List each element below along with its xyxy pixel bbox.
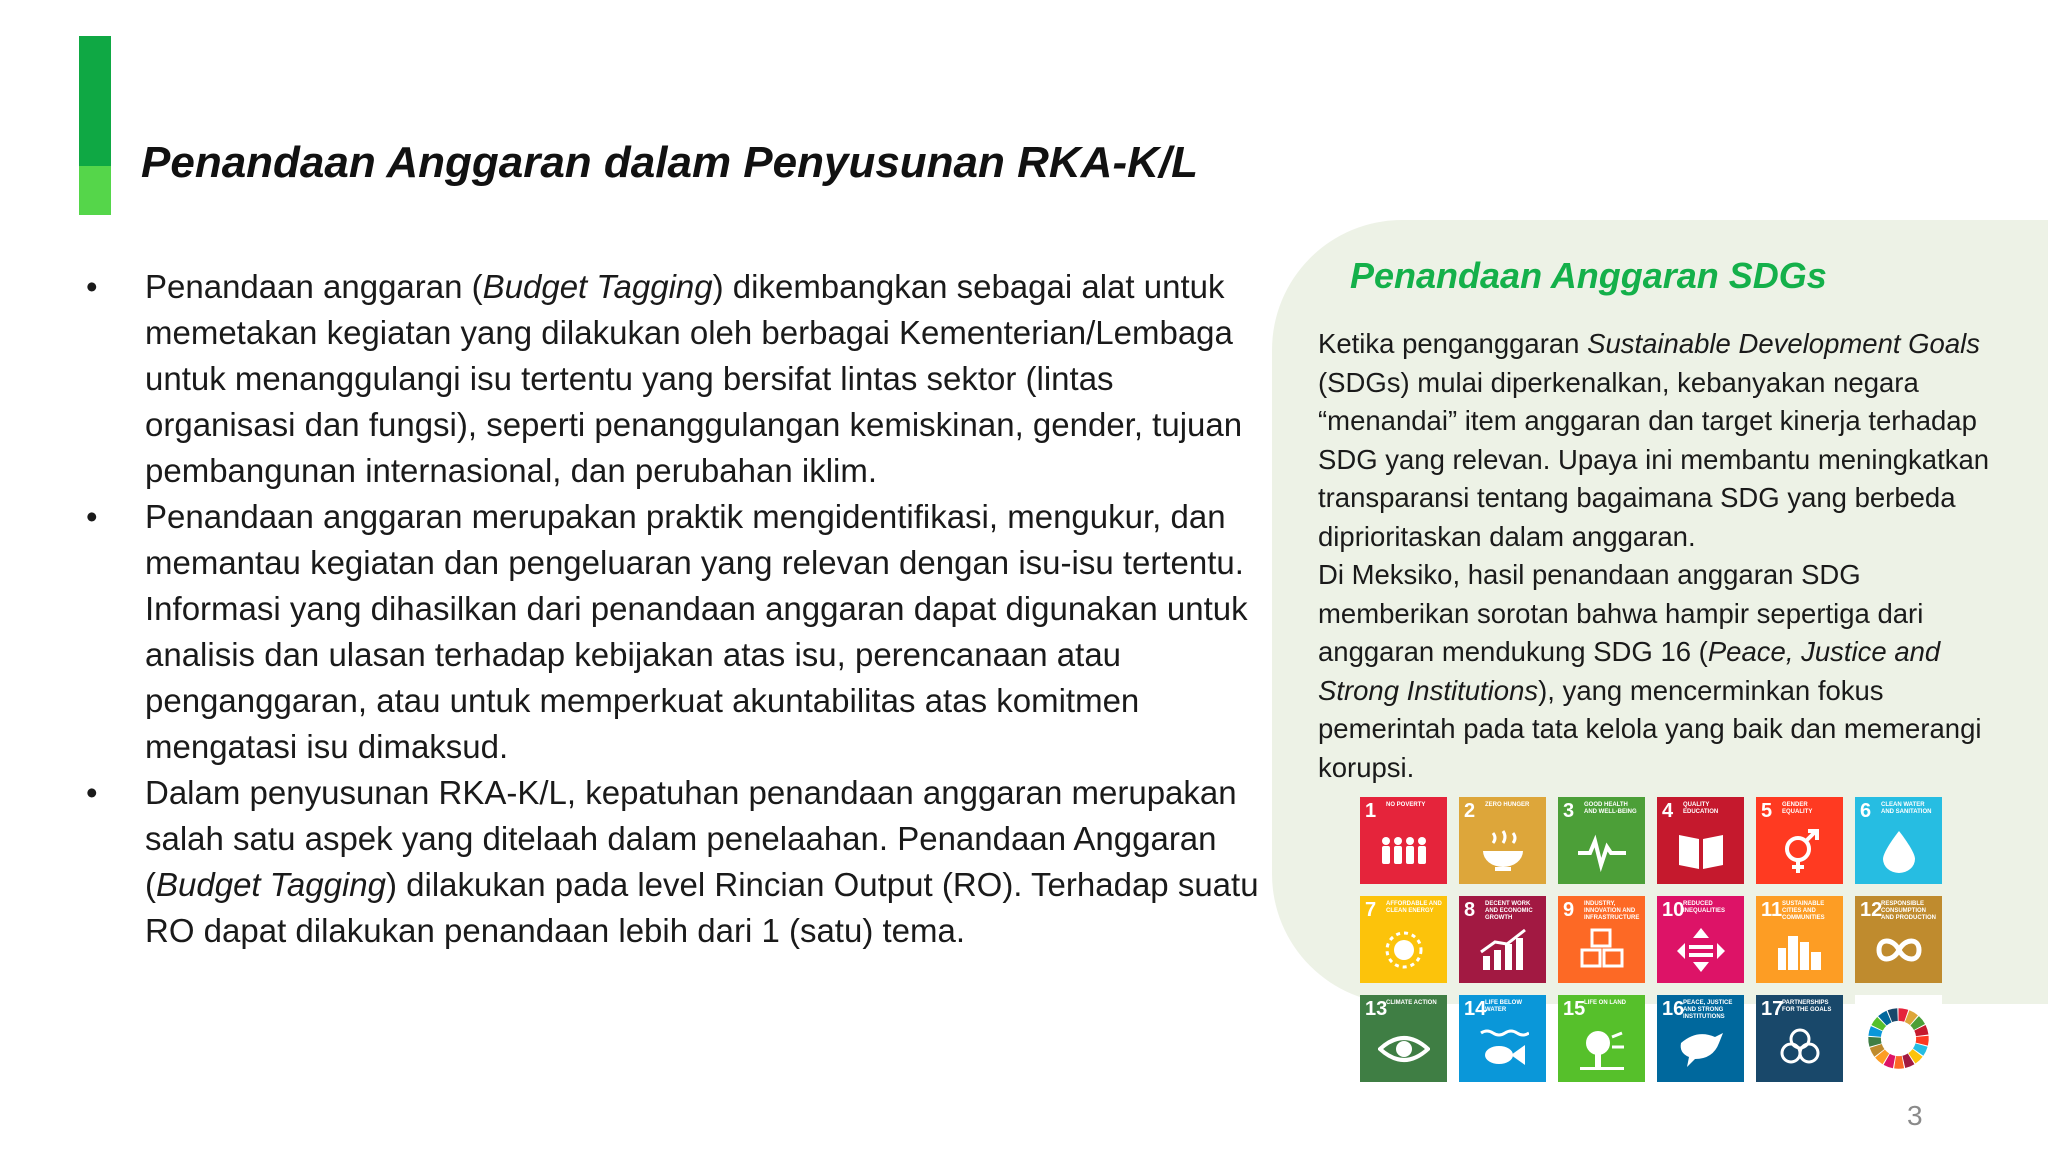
panel-text: Di Meksiko, hasil penandaan anggaran SDG memberikan sorotan bahwa hampir sepertiga dari anggaran mendukung SDG 16 ( [1318, 559, 1924, 667]
sdg-tile-6 [1855, 797, 1942, 884]
people-icon [1378, 827, 1430, 875]
fish-icon [1477, 1025, 1529, 1073]
bullet-text: Penandaan anggaran ( [145, 268, 483, 305]
bullet-marker: • [86, 268, 98, 305]
bullet-item [80, 770, 1260, 954]
sdg-tile-15 [1558, 995, 1645, 1082]
bullet-text: Dalam penyusunan RKA-K/L, kepatuhan penandaan anggaran merupakan salah satu aspek yang ditelaah dalam penelaahan. Penandaan Anggaran ( [145, 774, 1237, 903]
panel-text: ), yang mencerminkan fokus pemerintah pada tata kelola yang baik dan memerangi korupsi. [1318, 674, 1982, 783]
sdg-tile-caption: DECENT WORK AND ECONOMIC GROWTH [1485, 901, 1533, 921]
bullet-emphasis: Budget Tagging [156, 866, 386, 903]
sdg-tile-number: 11 [1761, 899, 1783, 921]
bullet-marker: • [86, 498, 98, 535]
city-icon [1774, 926, 1826, 974]
sdg-tile-caption: GENDER EQUALITY [1782, 802, 1813, 815]
bullet-list [80, 264, 1260, 954]
sdg-tile-number: 10 [1662, 899, 1685, 921]
sdg-tile-number: 4 [1662, 800, 1674, 822]
sdg-tile-5 [1756, 797, 1843, 884]
sdg-tile-9 [1558, 896, 1645, 983]
sdg-tile-1 [1360, 797, 1447, 884]
bullet-emphasis: Budget Tagging [482, 268, 713, 305]
bullet-marker: • [86, 774, 98, 811]
book-icon [1675, 827, 1727, 875]
dove-icon [1675, 1025, 1727, 1073]
sdg-wheel-icon [1867, 1007, 1930, 1070]
bullet-text: ) dilakukan pada level Rincian Output (RO). Terhadap suatu RO dapat dilakukan penandaan lebih dari 1 (satu) tema. [145, 866, 1259, 949]
sdg-tile-caption: INDUSTRY, INNOVATION AND INFRASTRUCTURE [1584, 901, 1640, 921]
rings-icon [1774, 1025, 1826, 1073]
sdg-tile-8 [1459, 896, 1546, 983]
heartbeat-icon [1576, 827, 1628, 875]
sdg-tile-number: 14 [1464, 998, 1487, 1020]
sdg-tile-2 [1459, 797, 1546, 884]
panel-body [1318, 325, 2018, 787]
equality-icon [1675, 926, 1727, 974]
panel-paragraph [1318, 556, 2018, 787]
sdg-tile-caption: CLEAN WATER AND SANITATION [1881, 802, 1932, 815]
growth-chart-icon [1477, 926, 1529, 974]
sdg-tile-number: 17 [1761, 998, 1784, 1020]
panel-paragraph [1318, 325, 2018, 556]
bullet-item [80, 264, 1260, 494]
sdg-tile-17 [1756, 995, 1843, 1082]
panel-text: (SDGs) mulai diperkenalkan, kebanyakan negara “menandai” item anggaran dan target kinerja terhadap SDG yang relevan. Upaya ini membantu meningkatkan transparansi tentang bagaimana SDG yang berbeda diprioritaskan dalam anggaran. [1318, 366, 1990, 552]
infinity-icon [1873, 926, 1925, 974]
sdg-tile-7 [1360, 896, 1447, 983]
eye-icon [1378, 1025, 1430, 1073]
panel-emphasis: Peace, Justice and Strong Institutions [1318, 636, 1941, 706]
sdg-tile-caption: ZERO HUNGER [1485, 802, 1530, 808]
cubes-icon [1576, 926, 1628, 974]
gender-icon [1774, 827, 1826, 875]
bullet-text: Penandaan anggaran merupakan praktik mengidentifikasi, mengukur, dan memantau kegiatan dan pengeluaran yang relevan dengan isu-isu tertentu. Informasi yang dihasilkan dari penandaan anggaran dapat digunakan untuk analisis dan ulasan terhadap kebijakan atas isu, perencanaan atau penganggaran, atau untuk memperkuat akuntabilitas atas komitmen mengatasi isu dimaksud. [145, 498, 1248, 765]
sdg-tile-caption: REDUCED INEQUALITIES [1683, 901, 1726, 914]
sdg-tile-caption: PARTNERSHIPS FOR THE GOALS [1782, 1000, 1832, 1013]
sun-icon [1378, 926, 1430, 974]
sdg-tile-caption: RESPONSIBLE CONSUMPTION AND PRODUCTION [1881, 901, 1936, 921]
title-accent-bar [79, 36, 111, 166]
sdg-tile-number: 15 [1563, 998, 1586, 1020]
bullet-text: ) dikembangkan sebagai alat untuk memetakan kegiatan yang dilakukan oleh berbagai Kementerian/Lembaga untuk menanggulangi isu tertentu yang bersifat lintas sektor (lintas organisasi dan fungsi), seperti penanggulangan kemiskinan, gender, tujuan pembangunan internasional, dan perubahan iklim. [145, 268, 1243, 489]
water-drop-icon [1873, 827, 1925, 875]
sdg-tile-caption: AFFORDABLE AND CLEAN ENERGY [1386, 901, 1442, 914]
sdg-tile-caption: QUALITY EDUCATION [1683, 802, 1719, 815]
sdg-tile-caption: SUSTAINABLE CITIES AND COMMUNITIES [1782, 901, 1825, 921]
sdg-tile-11 [1756, 896, 1843, 983]
sdg-tile-14 [1459, 995, 1546, 1082]
title-accent-bar-light [79, 166, 111, 215]
sdg-tile-caption: NO POVERTY [1386, 802, 1426, 808]
sdg-tile-10 [1657, 896, 1744, 983]
sdg-tile-12 [1855, 896, 1942, 983]
sdg-tile-caption: LIFE BELOW WATER [1485, 1000, 1522, 1013]
sdg-wheel-logo [1855, 995, 1942, 1082]
sdg-tile-number: 12 [1860, 899, 1883, 921]
tree-icon [1576, 1025, 1628, 1073]
page-number: 3 [1907, 1100, 1923, 1131]
sdg-tile-number: 2 [1464, 800, 1476, 822]
bullet-item [80, 494, 1260, 770]
sdg-tile-number: 5 [1761, 800, 1773, 822]
sdg-tile-13 [1360, 995, 1447, 1082]
sdg-tile-caption: GOOD HEALTH AND WELL-BEING [1584, 802, 1637, 815]
sdg-tile-3 [1558, 797, 1645, 884]
panel-text: Ketika penganggaran [1318, 328, 1588, 359]
sdg-tile-caption: LIFE ON LAND [1584, 1000, 1626, 1006]
slide-title: Penandaan Anggaran dalam Penyusunan RKA-K/L [141, 138, 1198, 187]
sdg-tile-number: 7 [1365, 899, 1377, 921]
panel-emphasis: Sustainable Development Goals [1587, 328, 1980, 359]
sdg-goals-grid [1360, 797, 1942, 1082]
sdg-tile-caption: CLIMATE ACTION [1386, 1000, 1437, 1006]
sdg-tile-number: 16 [1662, 998, 1685, 1020]
sdg-tile-number: 9 [1563, 899, 1575, 921]
sdg-tile-number: 6 [1860, 800, 1872, 822]
sdg-tile-16 [1657, 995, 1744, 1082]
sdg-tile-4 [1657, 797, 1744, 884]
sdg-tile-number: 8 [1464, 899, 1476, 921]
sdg-tile-number: 3 [1563, 800, 1575, 822]
sdg-tile-caption: PEACE, JUSTICE AND STRONG INSTITUTIONS [1683, 1000, 1733, 1020]
sdg-tile-number: 13 [1365, 998, 1388, 1020]
sdg-tile-number: 1 [1365, 800, 1377, 822]
panel-heading: Penandaan Anggaran SDGs [1350, 255, 1827, 296]
bowl-icon [1477, 827, 1529, 875]
